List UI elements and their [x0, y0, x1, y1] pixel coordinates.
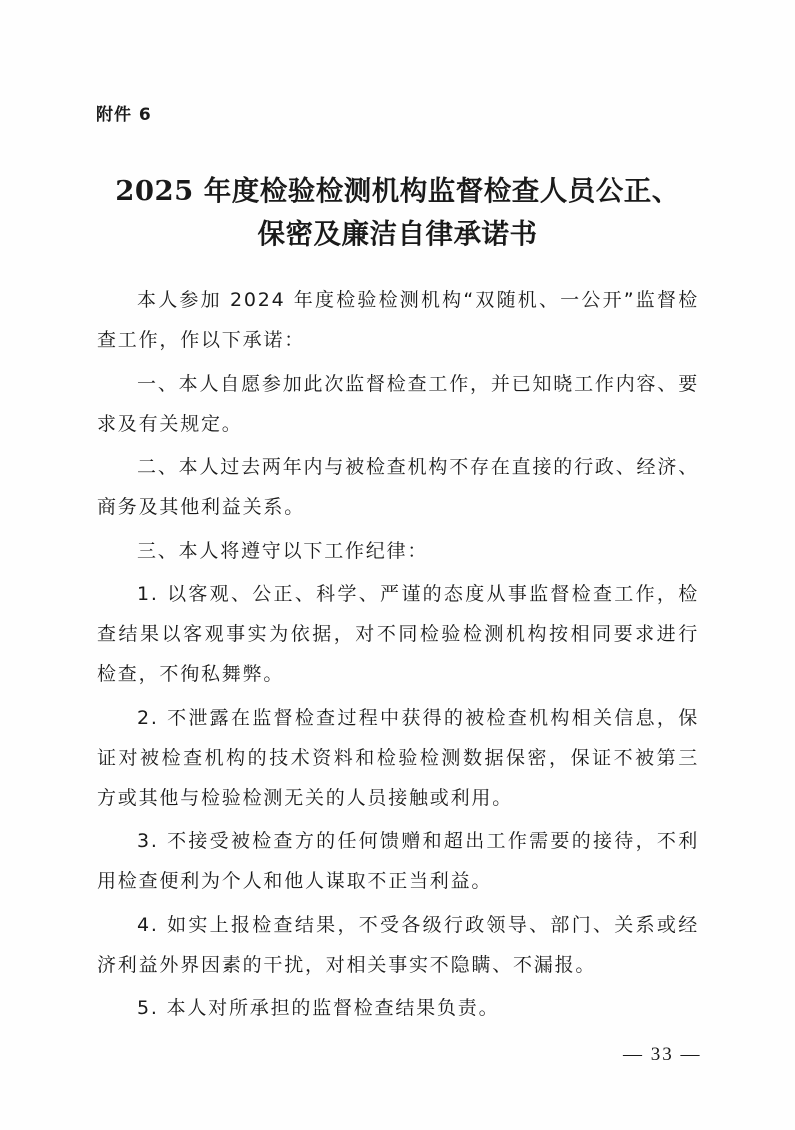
- page-number: — 33 —: [623, 1044, 702, 1065]
- attachment-label: 附件 6: [96, 105, 152, 125]
- paragraph-discipline-1: 1. 以客观、公正、科学、严谨的态度从事监督检查工作，检查结果以客观事实为依据，对不同检验检测机构按相同要求进行检查，不徇私舞弊。: [97, 583, 699, 685]
- document-title-line-1: 2025 年度检验检测机构监督检查人员公正、: [115, 175, 680, 207]
- paragraph-intro: 本人参加 2024 年度检验检测机构“双随机、一公开”监督检查工作，作以下承诺：: [97, 289, 699, 351]
- paragraph-discipline-2: 2. 不泄露在监督检查过程中获得的被检查机构相关信息，保证对被检查机构的技术资料和检验检测数据保密，保证不被第三方或其他与检验检测无关的人员接触或利用。: [97, 706, 699, 809]
- paragraph-discipline-4: 4. 如实上报检查结果，不受各级行政领导、部门、关系或经济利益外界因素的干扰，对相关事实不隐瞒、不漏报。: [97, 913, 699, 976]
- paragraph-item-3: 三、本人将遵守以下工作纪律：: [137, 539, 429, 562]
- paragraph-discipline-5: 5. 本人对所承担的监督检查结果负责。: [137, 997, 500, 1019]
- paragraph-item-1: 一、本人自愿参加此次监督检查工作，并已知晓工作内容、要求及有关规定。: [97, 372, 699, 435]
- paragraph-item-2: 二、本人过去两年内与被检查机构不存在直接的行政、经济、商务及其他利益关系。: [97, 456, 699, 518]
- document-body: [97, 280, 699, 1032]
- paragraph-discipline-3: 3. 不接受被检查方的任何馈赠和超出工作需要的接待，不利用检查便利为个人和他人谋取不正当利益。: [97, 830, 699, 892]
- document-title-line-2: 保密及廉洁自律承诺书: [257, 218, 538, 250]
